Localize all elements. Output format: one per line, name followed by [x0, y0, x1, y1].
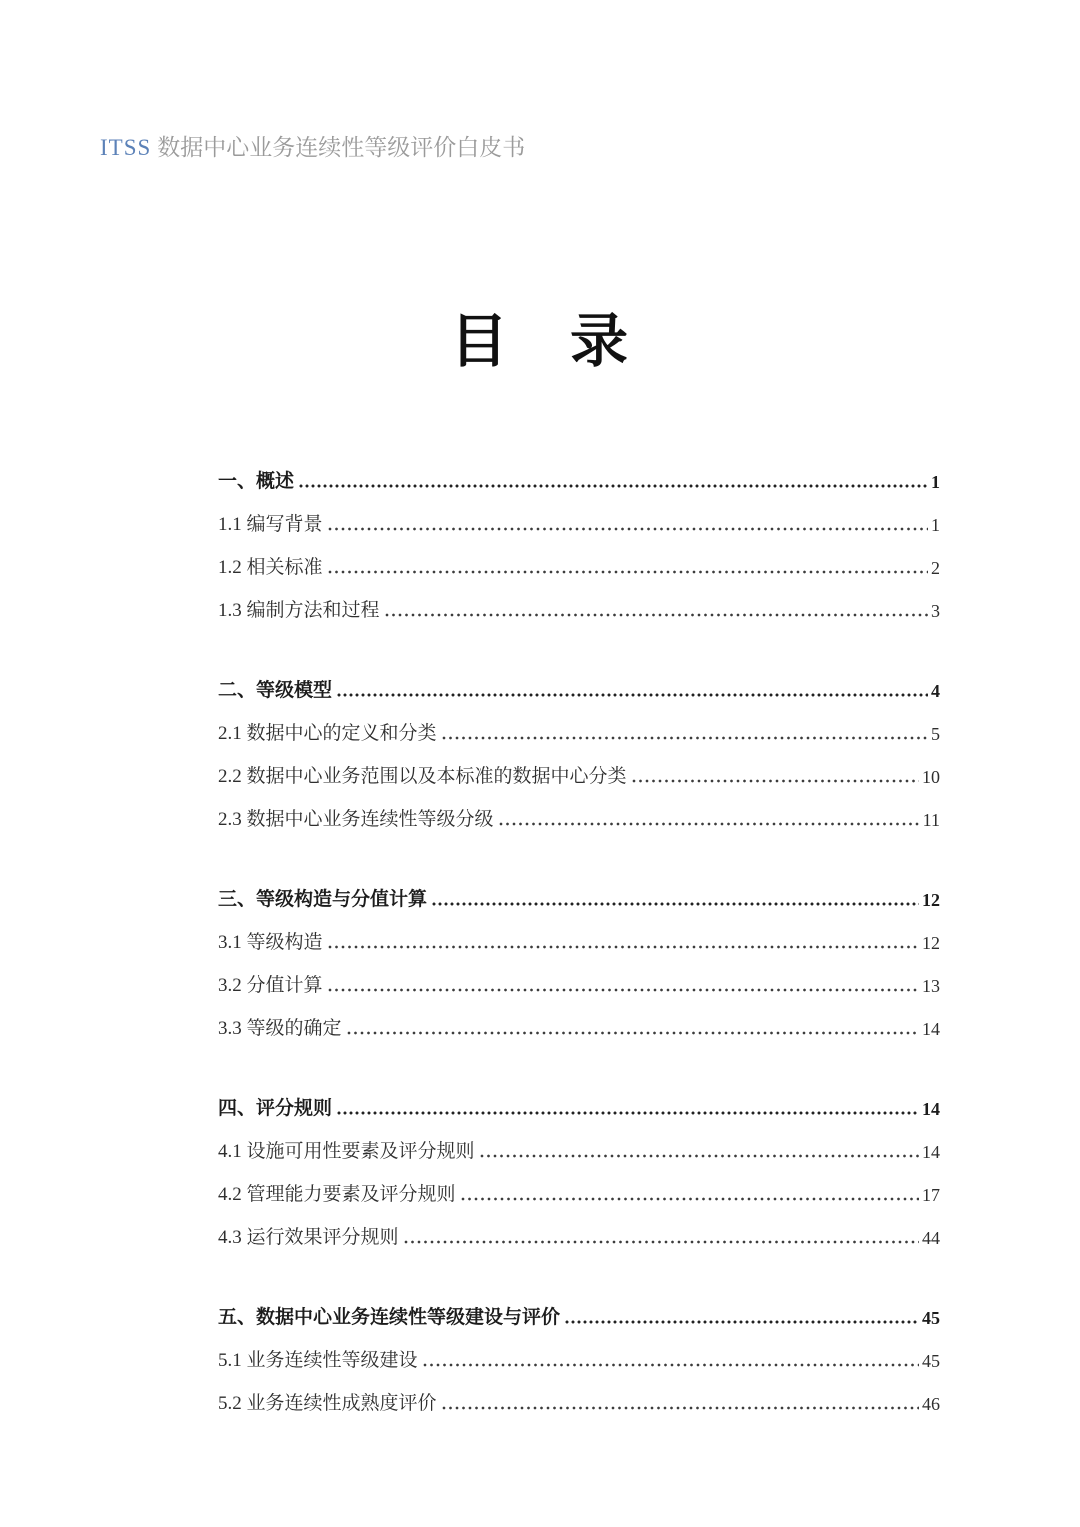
toc-entry-label: 3.1 等级构造	[218, 932, 323, 953]
toc-entry[interactable]	[218, 704, 940, 747]
toc-leader-dots	[432, 902, 919, 906]
toc-entry-label: 五、数据中心业务连续性等级建设与评价	[218, 1307, 561, 1328]
toc-entry-label: 二、等级模型	[218, 680, 333, 701]
toc-entry[interactable]	[218, 1079, 940, 1122]
toc-entry-page: 10	[922, 767, 940, 787]
toc-entry-page: 11	[922, 810, 940, 830]
toc-leader-dots	[442, 736, 928, 740]
toc-entry-page: 46	[922, 1394, 940, 1414]
toc-leader-dots	[347, 1031, 919, 1035]
toc-entry-page: 13	[922, 976, 940, 996]
toc-section	[218, 452, 940, 624]
toc-entry-page: 45	[922, 1308, 940, 1328]
toc-entry[interactable]	[218, 1374, 940, 1417]
toc-leader-dots	[480, 1154, 919, 1158]
toc-leader-dots	[423, 1363, 919, 1367]
toc-entry-label: 1.3 编制方法和过程	[218, 600, 380, 621]
toc-entry-page: 2	[931, 558, 940, 578]
toc-leader-dots	[461, 1197, 919, 1201]
toc-entry[interactable]	[218, 1208, 940, 1251]
toc-entry[interactable]	[218, 1165, 940, 1208]
toc-section	[218, 661, 940, 833]
toc-entry-label: 4.2 管理能力要素及评分规则	[218, 1184, 456, 1205]
toc-entry-label: 三、等级构造与分值计算	[218, 889, 428, 910]
toc-entry-page: 1	[931, 472, 940, 492]
toc-entry-label: 5.1 业务连续性等级建设	[218, 1350, 418, 1371]
toc-entry-label: 4.3 运行效果评分规则	[218, 1227, 399, 1248]
toc-entry-label: 1.2 相关标准	[218, 557, 323, 578]
toc-entry-page: 1	[931, 515, 940, 535]
toc-leader-dots	[328, 988, 919, 992]
toc-leader-dots	[499, 822, 920, 826]
toc-entry-page: 14	[922, 1099, 940, 1119]
toc-leader-dots	[328, 527, 928, 531]
toc-leader-dots	[404, 1240, 919, 1244]
toc-entry-page: 12	[922, 890, 940, 910]
toc-entry[interactable]	[218, 1331, 940, 1374]
toc-entry[interactable]	[218, 790, 940, 833]
toc-entry[interactable]	[218, 747, 940, 790]
toc-entry[interactable]	[218, 581, 940, 624]
toc-entry-label: 5.2 业务连续性成熟度评价	[218, 1393, 437, 1414]
toc-entry-page: 44	[922, 1228, 940, 1248]
toc-entry-page: 5	[931, 724, 940, 744]
toc-leader-dots	[337, 1111, 919, 1115]
toc-leader-dots	[337, 693, 928, 697]
toc-section	[218, 870, 940, 1042]
toc-entry[interactable]	[218, 1122, 940, 1165]
toc-entry-page: 3	[931, 601, 940, 621]
toc-section	[218, 1288, 940, 1417]
toc-entry-page: 12	[922, 933, 940, 953]
toc-leader-dots	[385, 613, 928, 617]
toc-leader-dots	[328, 570, 928, 574]
toc-entry-page: 45	[922, 1351, 940, 1371]
toc-entry-label: 2.2 数据中心业务范围以及本标准的数据中心分类	[218, 766, 627, 787]
toc-leader-dots	[632, 779, 919, 783]
toc-entry[interactable]	[218, 538, 940, 581]
toc-section	[218, 1079, 940, 1251]
toc-entry[interactable]	[218, 956, 940, 999]
toc-entry-label: 3.2 分值计算	[218, 975, 323, 996]
toc-entry-label: 4.1 设施可用性要素及评分规则	[218, 1141, 475, 1162]
toc-entry[interactable]	[218, 1288, 940, 1331]
toc-entry[interactable]	[218, 661, 940, 704]
toc-entry-label: 四、评分规则	[218, 1098, 333, 1119]
table-of-contents	[218, 452, 940, 1417]
toc-entry[interactable]	[218, 452, 940, 495]
document-title-text: 数据中心业务连续性等级评价白皮书	[157, 134, 526, 160]
toc-entry[interactable]	[218, 870, 940, 913]
toc-entry-page: 14	[922, 1019, 940, 1039]
toc-entry-label: 2.1 数据中心的定义和分类	[218, 723, 437, 744]
toc-entry-label: 1.1 编写背景	[218, 514, 323, 535]
toc-entry[interactable]	[218, 999, 940, 1042]
toc-entry[interactable]	[218, 495, 940, 538]
toc-entry-label: 一、概述	[218, 471, 295, 492]
itss-logo-text: ITSS	[100, 135, 152, 160]
toc-entry-page: 4	[931, 681, 940, 701]
toc-leader-dots	[565, 1320, 919, 1324]
toc-entry-page: 17	[922, 1185, 940, 1205]
toc-entry-label: 2.3 数据中心业务连续性等级分级	[218, 809, 494, 830]
toc-entry[interactable]	[218, 913, 940, 956]
toc-entry-page: 14	[922, 1142, 940, 1162]
toc-leader-dots	[299, 484, 928, 488]
toc-leader-dots	[442, 1406, 919, 1410]
toc-leader-dots	[328, 945, 919, 949]
toc-entry-label: 3.3 等级的确定	[218, 1018, 342, 1039]
toc-page-title: 目 录	[449, 309, 630, 374]
document-header	[0, 0, 1080, 162]
